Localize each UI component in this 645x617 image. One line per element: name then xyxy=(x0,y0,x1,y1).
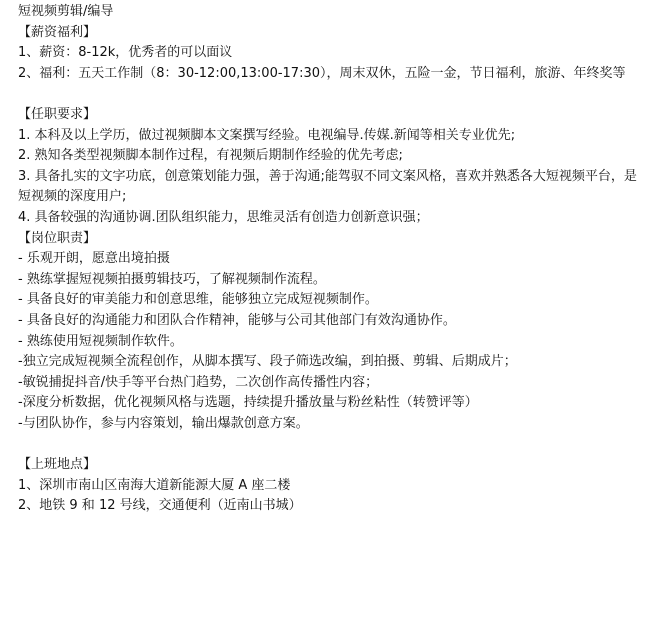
spacer xyxy=(18,434,638,455)
duty-item: -与团队协作，参与内容策划，输出爆款创意方案。 xyxy=(18,415,309,431)
location-item: 1、深圳市南山区南海大道新能源大厦 A 座二楼 xyxy=(18,477,291,493)
salary-heading: 【薪资福利】 xyxy=(18,24,97,40)
job-title: 短视频剪辑/编导 xyxy=(18,4,114,19)
duty-item: - 熟练使用短视频制作软件。 xyxy=(18,333,183,349)
requirement-item: 1. 本科及以上学历，做过视频脚本文案撰写经验。电视编导.传媒.新闻等相关专业优先; xyxy=(18,127,516,143)
requirement-item: 3. 具备扎实的文字功底，创意策划能力强，善于沟通;能驾驭不同文案风格，喜欢并熟悉各大短视频平台，是短视频的深度用户; xyxy=(18,168,637,205)
duty-item: - 乐观开朗，愿意出境拍摄 xyxy=(18,251,170,267)
location-item: 2、地铁 9 和 12 号线，交通便利（近南山书城） xyxy=(18,498,302,514)
requirements-heading: 【任职要求】 xyxy=(18,106,97,122)
duty-item: - 具备良好的审美能力和创意思维，能够独立完成短视频制作。 xyxy=(18,292,378,308)
job-posting-document xyxy=(18,2,638,517)
location-heading: 【上班地点】 xyxy=(18,457,97,473)
duty-item: - 熟练掌握短视频拍摄剪辑技巧，了解视频制作流程。 xyxy=(18,271,326,287)
requirement-item: 2. 熟知各类型视频脚本制作过程，有视频后期制作经验的优先考虑; xyxy=(18,148,403,164)
duties-heading: 【岗位职责】 xyxy=(18,230,97,246)
duty-item: -深度分析数据，优化视频风格与选题，持续提升播放量与粉丝粘性（转赞评等） xyxy=(18,395,478,411)
duty-item: -独立完成短视频全流程创作，从脚本撰写、段子筛选改编，到拍摄、剪辑、后期成片； xyxy=(18,354,517,370)
spacer xyxy=(18,84,638,105)
duty-item: - 具备良好的沟通能力和团队合作精神，能够与公司其他部门有效沟通协作。 xyxy=(18,312,456,328)
salary-item: 1、薪资：8-12k，优秀者的可以面议 xyxy=(18,45,233,61)
requirement-item: 4. 具备较强的沟通协调.团队组织能力，思维灵活有创造力创新意识强； xyxy=(18,209,429,225)
duty-item: -敏锐捕捉抖音/快手等平台热门趋势，二次创作高传播性内容； xyxy=(18,374,379,390)
benefits-item: 2、福利：五天工作制（8：30-12:00,13:00-17:30），周末双休，五险一金，节日福利，旅游、年终奖等 xyxy=(18,65,626,81)
